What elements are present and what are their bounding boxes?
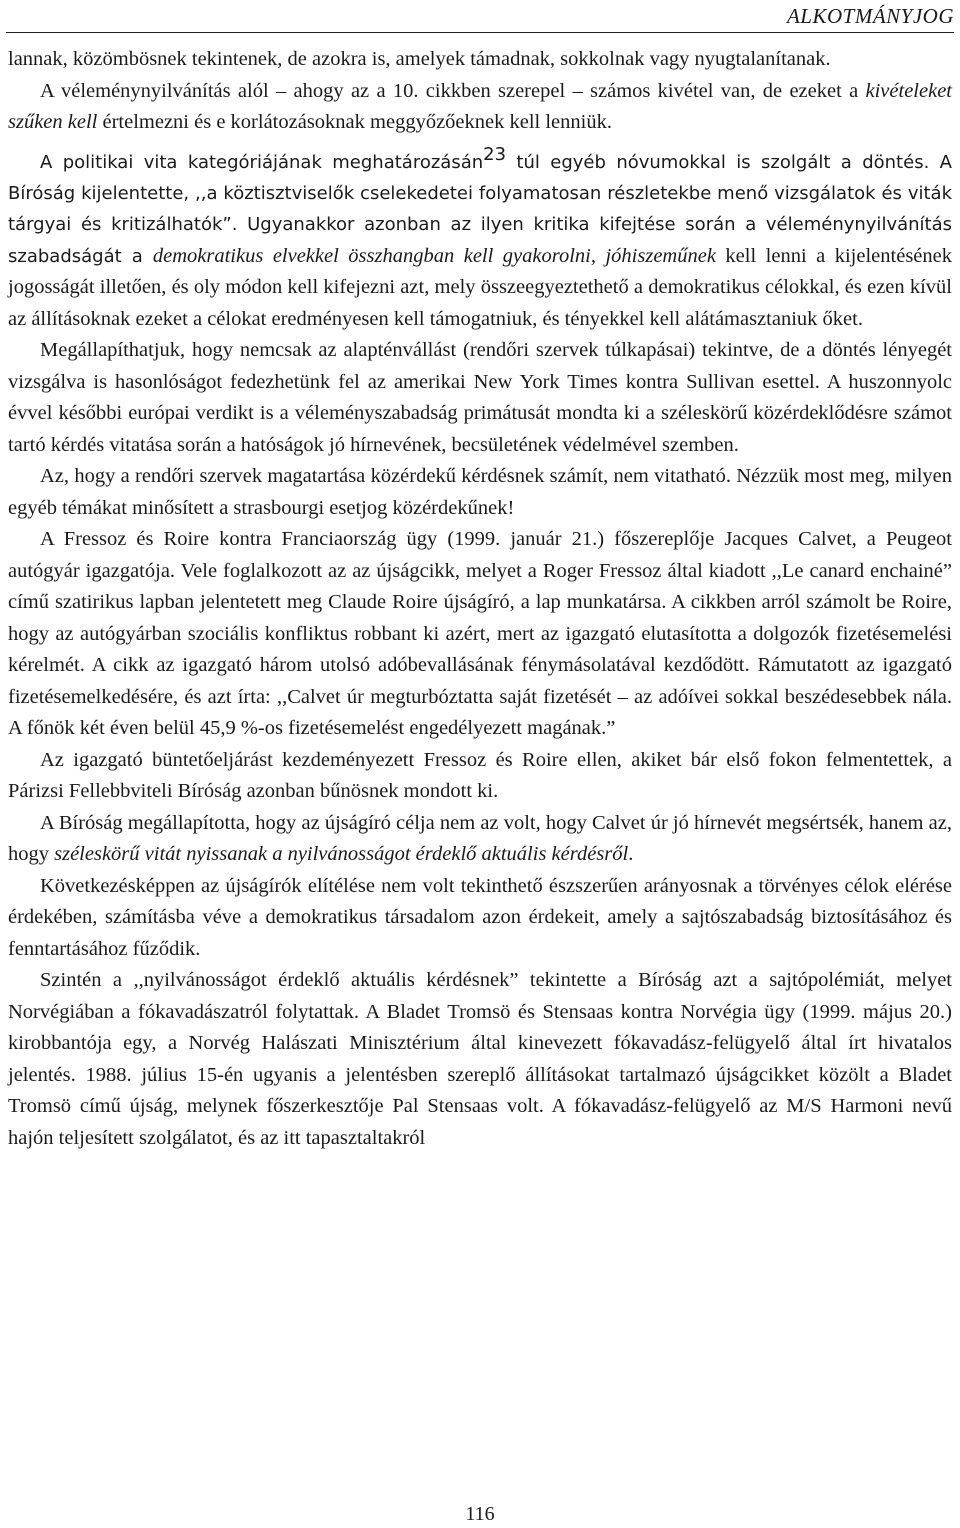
paragraph-4 <box>8 461 952 524</box>
paragraph-2-text-c: kell lenni a kijelentésének jogosságát illetően, és oly módon kell kifejezni azt, mely összeegyeztethető a demokratikus célokkal, és ezen kívül az állításoknak ezeket a célokat eredményesen kell támogatniuk, és tényekkel kell alátámasztaniuk őket. <box>8 244 952 330</box>
paragraph-5-text: A Fressoz és Roire kontra Franciaország ügy (1999. január 21.) főszereplője Jacques Calvet, a Peugeot autógyár igazgatója. Vele foglalkozott az az újságcikk, melyet a Roger Fressoz által kiadott ,,Le canard enchainé” című szatirikus lapban jelentetett meg Claude Roire újságíró, a lap munkatársa. A cikkben arról számolt be Roire, hogy az autógyárban szociális konfliktus robbant ki azért, mert az igazgató elutasította a dolgozók fizetésemelési kérelmét. A cikk az igazgató három utolsó adóbevallásának fénymásolatával kezdődött. Rámutatott az igazgató fizetésemelkedésére, és azt írta: ,,Calvet úr megturbóztatta saját fizetését – az adóívei sokkal beszédesebbek nála. A főnök két éven belül 45,9 %-os fizetésemelést engedélyezett magának.” <box>8 528 952 740</box>
paragraph-6-text: Az igazgató büntetőeljárást kezdeményezett Fressoz és Roire ellen, akiket bár első fokon felmentettek, a Párizsi Fellebbviteli Bíróság azonban bűnösnek mondott ki. <box>8 748 952 803</box>
paragraph-7 <box>8 808 952 871</box>
paragraph-1-text-a: A véleménynyilvánítás alól – ahogy az a 10. cikkben szerepel – számos kivétel van, de ezeket a <box>40 79 866 102</box>
paragraph-7-emphasis: széleskörű vitát nyissanak a nyilvánosságot érdeklő aktuális kérdésről <box>54 843 629 866</box>
paragraph-2-text-b: túl egyéb nóvumokkal is szolgált a döntés. A Bíróság kijelentette, ,,a köztisztviselők cselekedetei folyamatosan részletekbe menő vizsgálatok és viták tárgyai és kritizálhatók”. Ugyanakkor azonban az ilyen kritika kifejtése során a véleménynyilvánítás szabadságát a <box>8 151 952 267</box>
paragraph-1-emphasis: kivételeket szűken kell <box>8 79 952 133</box>
paragraph-1-text-b: értelmezni és e korlátozásoknak meggyőzőeknek kell lenniük. <box>97 111 612 133</box>
paragraph-3-text: Megállapíthatjuk, hogy nemcsak az alapténvállást (rendőri szervek túlkapásai) tekintve, de a döntés lényegét vizsgálva is hasonlóságot fedezhetünk fel az amerikai New York Times kontra Sullivan esettel. A huszonnyolc évvel későbbi európai verdikt is a véleményszabadság primátusát mondta ki a széleskörű közérdeklődésre számot tartó kérdés vitatása során a hatóságok jó hírnevének, becsületének védelmével szemben. <box>8 339 952 456</box>
running-header <box>6 2 954 33</box>
paragraph-1 <box>8 76 952 139</box>
paragraph-0-text: lannak, közömbösnek tekintenek, de azokra is, amelyek támadnak, sokkolnak vagy nyugtalanítanak. <box>8 48 831 70</box>
paragraph-2-text-a: A politikai vita kategóriájának meghatározásán <box>40 151 484 173</box>
paragraph-8 <box>8 871 952 966</box>
paragraph-5 <box>8 524 952 745</box>
paragraph-0 <box>8 44 952 76</box>
paragraph-7-text-a: A Bíróság megállapította, hogy az újságíró célja nem az volt, hogy Calvet úr jó hírnevét megsértsék, hanem az, hogy <box>8 811 952 866</box>
paragraph-9-text: Szintén a ,,nyilvánosságot érdeklő aktuális kérdésnek” tekintette a Bíróság azt a sajtópolémiát, melyet Norvégiában a fókavadászatról folytattak. A Bladet Tromsö és Stensaas kontra Norvégia ügy (1999. május 20.) kirobbantója egy, a Norvég Halászati Minisztérium által kinevezett fókavadász-felügyelő által írt hivatalos jelentés. 1988. július 15-én ugyanis a jelentésben szereplő állításokat tartalmazó újságcikket közölt a Bladet Tromsö című újság, melynek főszerkesztője Pal Stensaas volt. A fókavadász-felügyelő az M/S Harmoni nevű hajón teljesített szolgálatot, és az itt tapasztaltakról <box>8 969 952 1149</box>
running-title: ALKOTMÁNYJOG <box>786 4 954 28</box>
paragraph-9 <box>8 965 952 1154</box>
paragraph-6 <box>8 745 952 808</box>
paragraph-8-text: Következésképpen az újságírók elítélése nem volt tekinthető észszerűen arányosnak a törvényes célok elérése érdekében, számításba véve a demokratikus társadalom azon érdekeit, amely a sajtószabadság biztosításához és fenntartásához fűződik. <box>8 874 952 960</box>
paragraph-7-text-b: . <box>628 843 634 866</box>
paragraph-2 <box>8 139 952 336</box>
paragraph-2-emphasis: demokratikus elvekkel összhangban kell gyakorolni, jóhiszeműnek <box>152 244 716 267</box>
page-body <box>8 44 952 1154</box>
page-number: 116 <box>465 1503 495 1525</box>
paragraph-4-text: Az, hogy a rendőri szervek magatartása közérdekű kérdésnek számít, nem vitatható. Nézzük most meg, milyen egyéb témákat minősített a strasbourgi esetjog közérdekűnek! <box>8 465 952 519</box>
paragraph-3 <box>8 335 952 461</box>
footnote-ref-23: 23 <box>483 143 507 165</box>
